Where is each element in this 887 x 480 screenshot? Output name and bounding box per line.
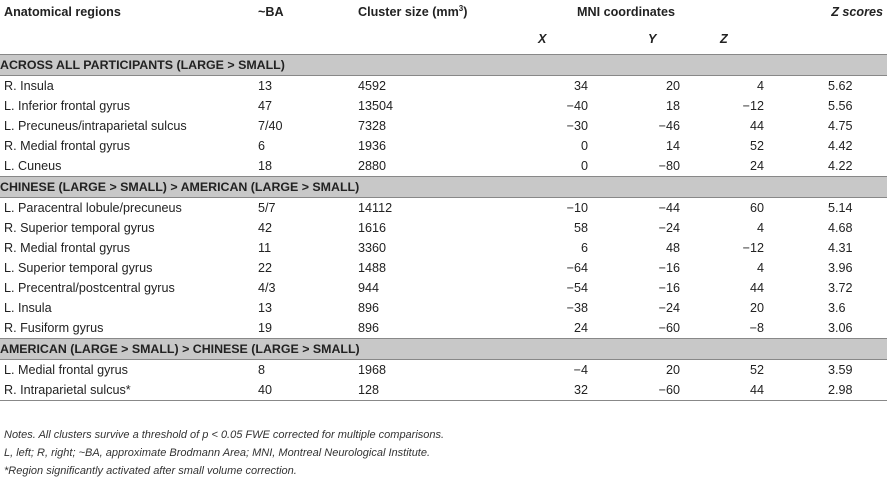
cell-region: R. Fusiform gyrus [4,321,104,335]
cell-ba: 47 [258,99,273,113]
cell-cluster-size: 4592 [358,79,387,93]
cell-z: 20 [750,301,765,315]
cell-ba: 7/40 [258,119,283,133]
cell-y: −24 [658,221,680,235]
table-row [0,116,887,136]
cell-ba: 22 [258,261,273,275]
cell-zscore: 3.6 [828,301,846,315]
cell-x: 6 [580,241,588,255]
cell-z: −8 [749,321,765,335]
cell-zscore: 3.06 [828,321,853,335]
cell-region: L. Precuneus/intraparietal sulcus [4,119,187,133]
cell-cluster-size: 1616 [358,221,387,235]
cell-ba: 42 [258,221,273,235]
col-header-region: Anatomical regions [4,5,121,19]
cell-zscore: 4.22 [828,159,853,173]
table-row [0,76,887,97]
cell-cluster-size: 128 [358,380,528,401]
cell-y: −60 [658,321,680,335]
col-header-ba: ~BA [258,5,284,19]
cell-y: −16 [658,281,680,295]
section-header [0,177,887,198]
cell-x: 24 [573,321,588,335]
cell-x: 58 [573,221,588,235]
cell-cluster-size: 1936 [358,139,387,153]
cell-cluster-size: 896 [358,321,380,335]
cell-zscore: 3.72 [828,281,853,295]
cell-zscore: 5.14 [828,201,853,215]
cell-y: −24 [658,301,680,315]
cell-z: 60 [750,201,765,215]
table-row [0,360,887,381]
section-title: ACROSS ALL PARTICIPANTS (LARGE > SMALL) [0,55,887,76]
note-abbreviations: L, left; R, right; ~BA, approximate Brodmann Area; MNI, Montreal Neurological Institute. [4,447,431,459]
cell-zscore: 5.62 [828,79,853,93]
cell-cluster-size: 3360 [358,241,387,255]
cell-region: R. Medial frontal gyrus [4,241,130,255]
table-row [0,198,887,219]
cell-x: −30 [566,119,588,133]
cell-z: 44 [750,281,765,295]
table-row [0,380,887,401]
cell-zscore: 4.42 [828,139,853,153]
section-title: AMERICAN (LARGE > SMALL) > CHINESE (LARGE > SMALL) [0,339,887,360]
col-header-mni: MNI coordinates [577,5,675,19]
cell-ba: 40 [258,380,358,401]
cell-region: R. Superior temporal gyrus [4,221,155,235]
cell-x: −40 [566,99,588,113]
cell-z: −12 [742,99,765,113]
cell-z: 4 [757,79,765,93]
section-header [0,55,887,76]
cell-z: 44 [680,380,764,401]
note-thresholds: Notes. All clusters survive a threshold of p < 0.05 FWE corrected for multiple comparisons. [4,429,445,441]
col-header-x: X [528,24,588,55]
subheader-row [0,24,887,55]
cell-cluster-size: 2880 [358,159,387,173]
cell-cluster-size: 13504 [358,99,394,113]
cell-cluster-size: 7328 [358,119,387,133]
col-header-zscores: Z scores [831,5,884,19]
cell-zscore: 5.56 [828,99,853,113]
table-row [0,156,887,177]
col-header-y: Y [588,24,680,55]
cell-region: L. Insula [4,301,52,315]
table-row [0,278,887,298]
cell-ba: 13 [258,301,273,315]
table-row [0,298,887,318]
cell-ba: 5/7 [258,201,276,215]
cell-z: 52 [750,139,765,153]
cell-ba: 19 [258,321,273,335]
section-title: CHINESE (LARGE > SMALL) > AMERICAN (LARGE > SMALL) [0,177,887,198]
cell-y: −60 [588,380,680,401]
cell-zscore: 3.59 [828,363,853,377]
header-row [0,0,887,24]
cell-cluster-size: 944 [358,281,380,295]
cell-z: 4 [757,261,765,275]
cell-zscore: 4.75 [828,119,853,133]
cell-zscore: 4.68 [828,221,853,235]
cell-ba: 8 [258,363,266,377]
cell-ba: 6 [258,139,266,153]
cell-x: 32 [528,380,588,401]
cell-z: 4 [757,221,765,235]
cell-z: 24 [750,159,765,173]
cell-ba: 18 [258,159,273,173]
cell-x: −10 [566,201,588,215]
cell-region: R. Insula [4,79,54,93]
note-footnote: *Region significantly activated after small volume correction. [4,465,297,477]
cell-region: L. Cuneus [4,159,62,173]
cell-x: −4 [573,363,588,377]
table-notes [4,426,444,480]
table-row [0,238,887,258]
col-header-z: Z [680,24,764,55]
cell-region: L. Medial frontal gyrus [4,363,128,377]
section-header [0,339,887,360]
cell-x: 0 [580,159,588,173]
cell-region: L. Precentral/postcentral gyrus [4,281,175,295]
cell-x: −54 [566,281,588,295]
cell-z: 52 [750,363,765,377]
cell-x: −38 [566,301,588,315]
cell-z: 44 [750,119,765,133]
cell-region: L. Inferior frontal gyrus [4,99,130,113]
cell-y: 20 [665,79,680,93]
cell-y: 20 [665,363,680,377]
cell-ba: 13 [258,79,273,93]
table-row [0,136,887,156]
cell-y: −80 [658,159,680,173]
cell-cluster-size: 14112 [358,201,393,215]
table-row [0,218,887,238]
cell-zscore: 4.31 [828,241,853,255]
cell-zscore: 2.98 [764,380,887,401]
cell-zscore: 3.96 [828,261,853,275]
cell-z: −12 [742,241,765,255]
cell-y: 18 [665,99,680,113]
cell-y: −44 [658,201,680,215]
cell-region: R. Medial frontal gyrus [4,139,130,153]
cell-y: 14 [665,139,680,153]
cell-cluster-size: 1488 [358,261,387,275]
cell-region: L. Paracentral lobule/precuneus [4,201,182,215]
cell-x: 34 [573,79,588,93]
table-row [0,96,887,116]
cell-y: 48 [665,241,680,255]
cell-y: −16 [658,261,680,275]
col-header-cluster-size: Cluster size $(mm^3)$ [358,3,468,19]
cell-x: 0 [580,139,588,153]
cell-cluster-size: 896 [358,301,380,315]
cell-y: −46 [658,119,680,133]
cell-region: L. Superior temporal gyrus [4,261,153,275]
cell-ba: 4/3 [258,281,276,295]
cell-cluster-size: 1968 [358,363,387,377]
cell-x: −64 [566,261,588,275]
cell-ba: 11 [258,241,272,255]
cell-region: R. Intraparietal sulcus* [0,380,258,401]
table-row [0,318,887,339]
table-row [0,258,887,278]
